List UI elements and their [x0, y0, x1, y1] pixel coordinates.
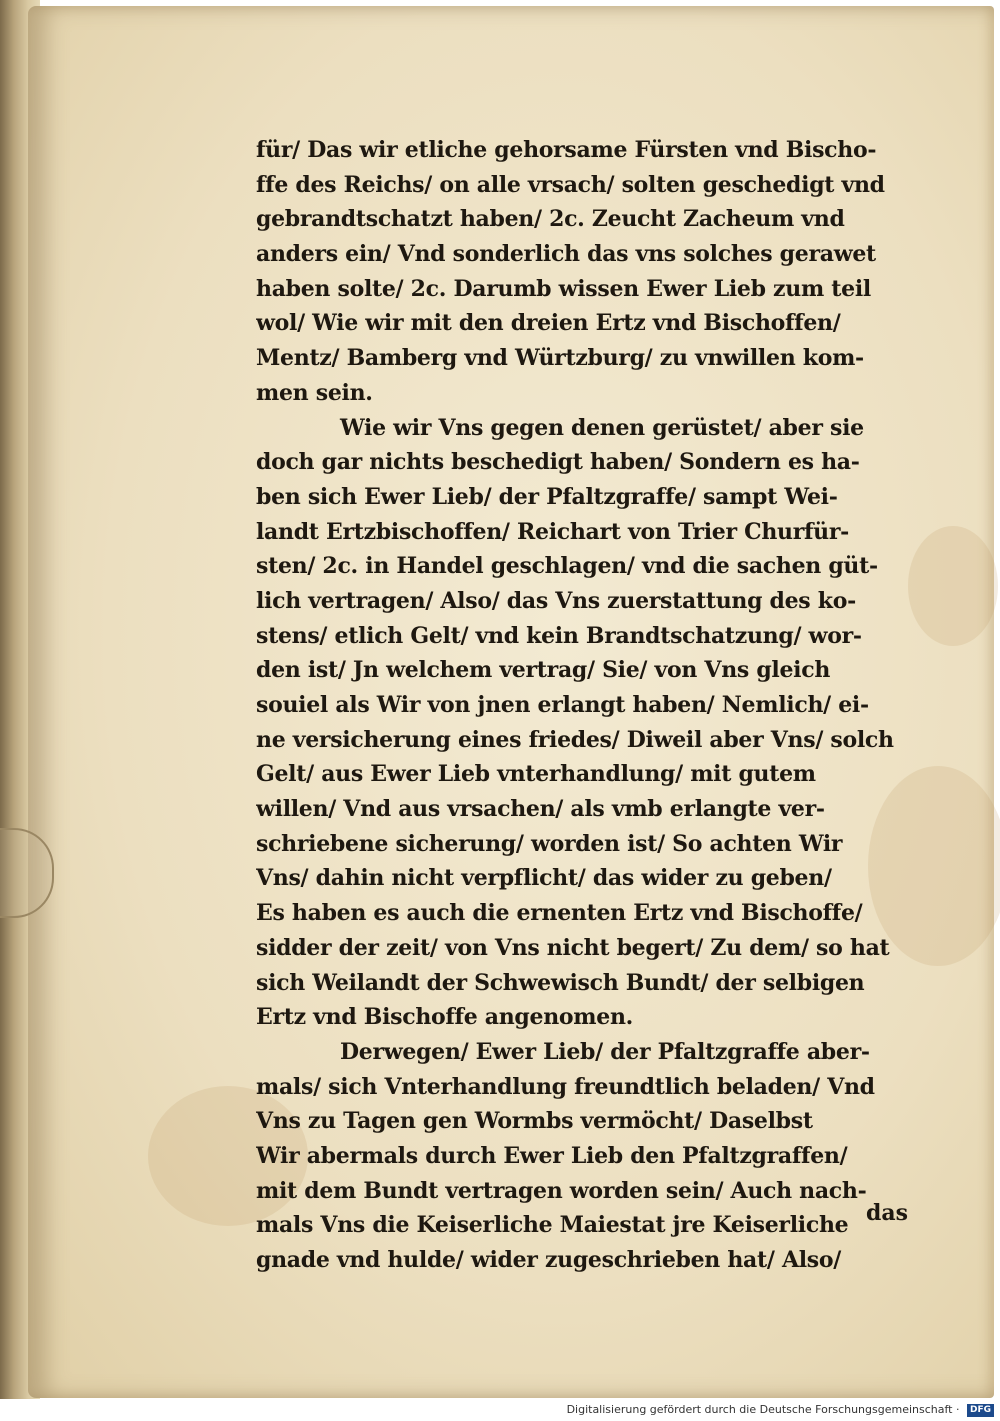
text-line: Es haben es auch die ernenten Ertz vnd Bischoffe/: [256, 900, 863, 927]
text-line: ne versicherung eines friedes/ Diweil aber Vns/ solch: [256, 726, 894, 753]
text-line: sidder der zeit/ von Vns nicht begert/ Zu dem/ so hat: [256, 934, 890, 961]
text-line: ben sich Ewer Lieb/ der Pfaltzgraffe/ sampt Wei-: [256, 483, 838, 510]
text-line: stens/ etlich Gelt/ vnd kein Brandtschatzung/ wor-: [256, 622, 862, 649]
text-line: haben solte/ 2c. Darumb wissen Ewer Lieb zum teil: [256, 275, 871, 302]
text-line: Wie wir Vns gegen denen gerüstet/ aber sie: [340, 414, 864, 441]
text-line: gnade vnd hulde/ wider zugeschrieben hat/ Also/: [256, 1247, 841, 1273]
text-line: für/ Das wir etliche gehorsame Fürsten vnd Bischo-: [256, 137, 877, 163]
digitization-footer: [0, 1399, 1000, 1421]
footer-credit: Digitalisierung gefördert durch die Deutsche Forschungsgemeinschaft ·: [566, 1403, 960, 1416]
text-line: Derwegen/ Ewer Lieb/ der Pfaltzgraffe aber-: [340, 1038, 870, 1065]
text-line: Ertz vnd Bischoffe angenomen.: [256, 1004, 634, 1031]
text-line: mals/ sich Vnterhandlung freundtlich beladen/ Vnd: [256, 1073, 875, 1100]
text-line: lich vertragen/ Also/ das Vns zuerstattung des ko-: [256, 587, 856, 614]
text-line: schriebene sicherung/ worden ist/ So achten Wir: [256, 830, 843, 857]
text-line: Mentz/ Bamberg vnd Würtzburg/ zu vnwillen kom-: [256, 345, 864, 372]
text-line: wol/ Wie wir mit den dreien Ertz vnd Bischoffen/: [256, 310, 841, 337]
text-line: Vns/ dahin nicht verpflicht/ das wider zu geben/: [256, 865, 832, 892]
text-line: gebrandtschatzt haben/ 2c. Zeucht Zacheum vnd: [256, 206, 845, 233]
text-line: Gelt/ aus Ewer Lieb vnterhandlung/ mit gutem: [256, 761, 816, 788]
dfg-logo-icon: DFG: [967, 1404, 994, 1417]
paper-stain: [908, 526, 998, 646]
text-line: anders ein/ Vnd sonderlich das vns solches gerawet: [256, 241, 876, 268]
text-line: sten/ 2c. in Handel geschlagen/ vnd die sachen güt-: [256, 553, 878, 580]
text-line: willen/ Vnd aus vrsachen/ als vmb erlangte ver-: [256, 796, 825, 823]
text-line: Vns zu Tagen gen Wormbs vermöcht/ Daselbst: [256, 1108, 813, 1135]
text-line: men sein.: [256, 379, 373, 406]
text-line: landt Ertzbischoffen/ Reichart von Trier Churfür-: [256, 518, 849, 545]
text-line: ffe des Reichs/ on alle vrsach/ solten geschedigt vnd: [256, 171, 885, 198]
text-line: souiel als Wir von jnen erlangt haben/ Nemlich/ ei-: [256, 692, 869, 718]
text-line: sich Weilandt der Schwewisch Bundt/ der selbigen: [256, 969, 865, 996]
text-line: Wir abermals durch Ewer Lieb den Pfaltzgraffen/: [256, 1142, 848, 1169]
text-line: den ist/ Jn welchem vertrag/ Sie/ von Vns gleich: [256, 657, 831, 684]
catchword: das: [865, 1200, 908, 1226]
text-line: doch gar nichts beschedigt haben/ Sondern es ha-: [256, 449, 860, 476]
text-line: mals Vns die Keiserliche Maiestat jre Keiserliche: [256, 1212, 849, 1239]
body-text: [256, 133, 916, 1278]
text-line: mit dem Bundt vertragen worden sein/ Auch nach-: [256, 1177, 867, 1204]
